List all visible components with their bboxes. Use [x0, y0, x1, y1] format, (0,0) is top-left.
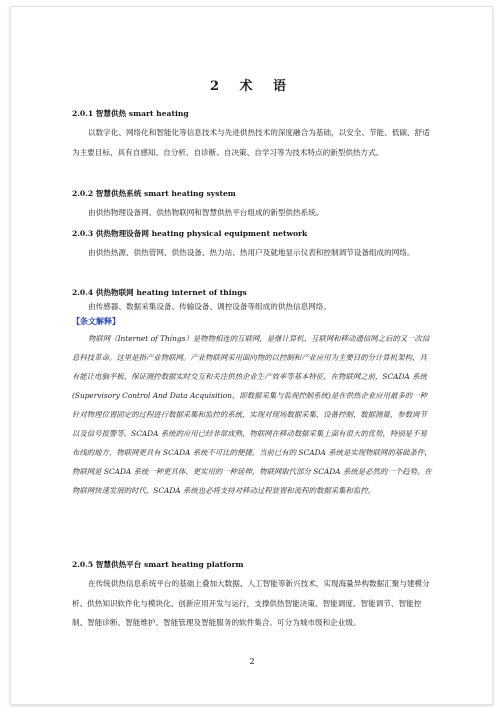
term-heading-2-0-2: 2.0.2 智慧供热系统 smart heating system	[72, 189, 236, 198]
term-text-2-0-2: 由供热物理设备网、供热物联网和智慧供热平台组成的新型供热系统。	[88, 208, 324, 217]
term-text-2-0-1: 以数字化、网络化和智能化等信息技术与先进供热技术的深度融合为基础，以安全、节能、低碳、舒适为主要目标，具有自感知、自分析、自诊断、自决策、自学习等为技术特点的新型供热方式。	[72, 128, 430, 157]
term-text-2-0-4: 由传感器、数据采集设备、传输设备、调控设备等组成的供热信息网络。	[88, 302, 331, 311]
term-heading-2-0-4: 2.0.4 供热物联网 heating internet of things	[72, 288, 247, 297]
term-text-2-0-3: 由供热热源、供热管网、供热设备、热力站、热用户及就地显示仪表和控制调节设备组成的网络。	[88, 248, 415, 257]
explanation-label: 【条文解释】	[72, 316, 120, 326]
term-heading-2-0-3: 2.0.3 供热物理设备网 heating physical equipment network	[72, 229, 308, 238]
section-title: 2 术 语	[209, 79, 295, 94]
document-page	[10, 6, 493, 705]
explanation-text: 物联网（Internet of Things）是物物相连的互联网，是继计算机、互联网和移动通信网之后的又一次信息科技革命。这里是指产业物联网。产业物联网采用面向物的以控制和产业应用为主要目的分计算机架构，具有能让电脑平板、保证测控数据实时交互和关注供热企业生产效率等基本特征。在物联网之前，SCADA 系统(Supervisory Control And Data Acquisition，即数据采集与监视控制系统)是在供热企业应用最多的一种针对物理位置固定的过程进行数据采集和监控的系统，实现对现场数据采集、设备控制、数据测量、参数调节以及信号报警等。SCADA 系统的应用已经非常成熟，物联网在移动数据采集上面有很大的优势，特别是不易布线的地方，物联网更具有 SCADA 系统不可比的便捷。当前已有的 SCADA 系统是实现物联网的基础条件，物联网是 SCADA 系统一种更具体、更实用的一种延伸，物联网取代部分 SCADA 系统是必然的一个趋势。在物联网快速发展的时代，SCADA 系统也必将支持对移动过程装置和流程的数据采集和监控。	[72, 334, 432, 495]
page-number: 2	[249, 657, 255, 666]
term-heading-2-0-5: 2.0.5 智慧供热平台 smart heating platform	[72, 560, 244, 569]
term-heading-2-0-1: 2.0.1 智慧供热 smart heating	[72, 109, 189, 118]
term-text-2-0-5: 在传统供热信息系统平台的基础上叠加大数据、人工智能等新兴技术，实现海量异构数据汇聚与建模分析、供热知识软件化与模块化、创新应用开发与运行，支撑供热智能决策、智能调度、智能调节、智能控制、智能诊断、智能维护、智能管理及智能服务的软件集合。可分为城市级和企业级。	[72, 579, 430, 627]
